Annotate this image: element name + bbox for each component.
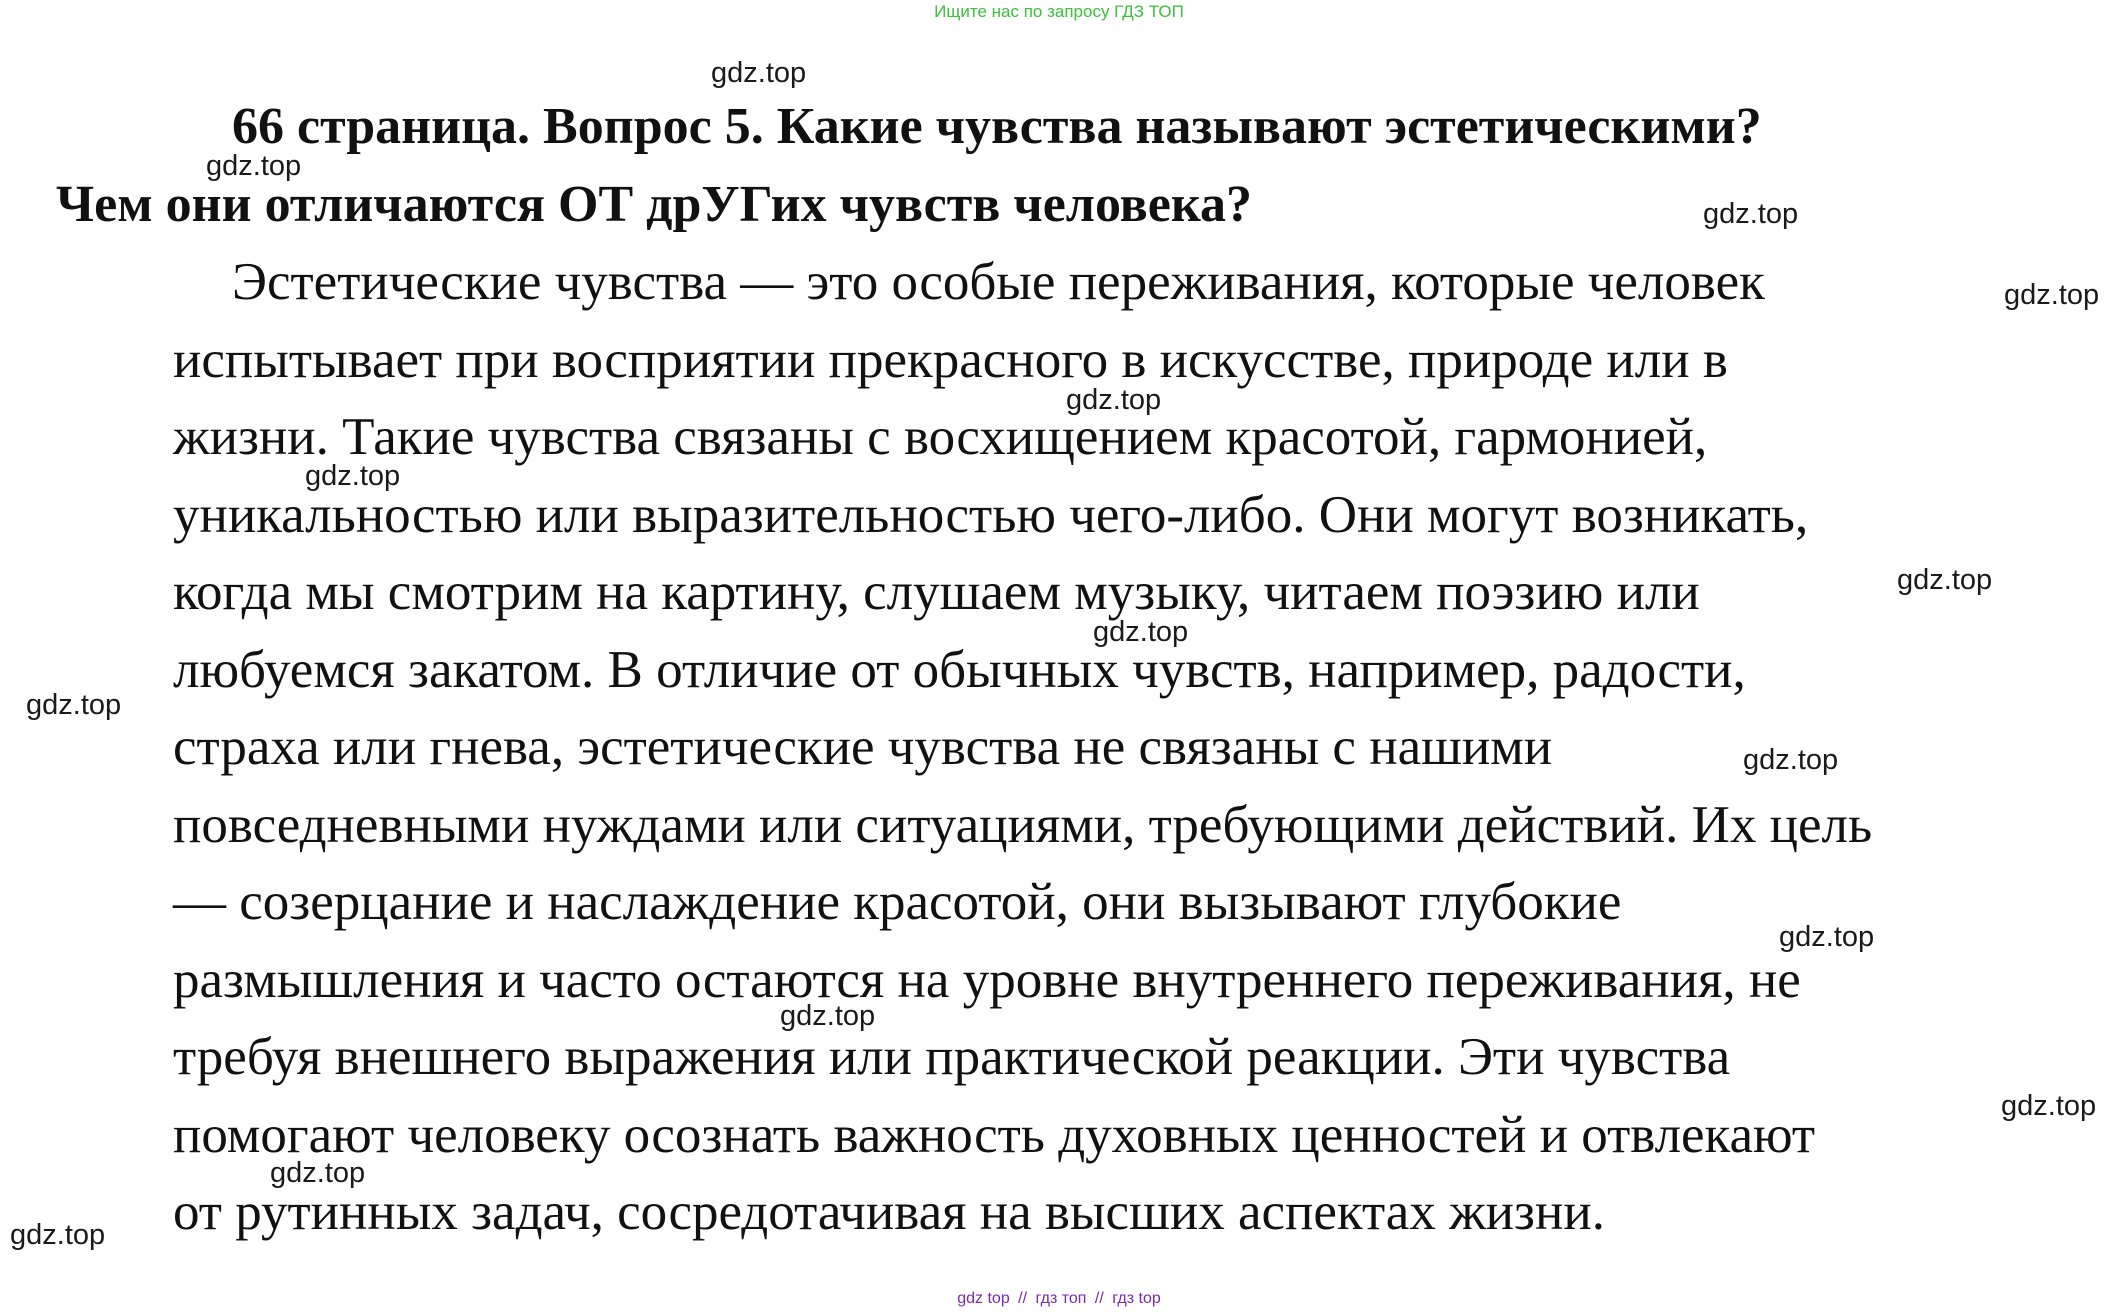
answer-line: любуемся закатом. В отличие от обычных чувств, например, радости,: [173, 640, 1746, 699]
watermark: gdz.top: [2001, 1090, 2097, 1122]
question-title-line-1: 66 страница. Вопрос 5. Какие чувства называют эстетическими?: [232, 98, 1762, 155]
watermark: gdz.top: [270, 1157, 366, 1189]
answer-line: страха или гнева, эстетические чувства не связаны с нашими: [173, 718, 1553, 776]
watermark: gdz.top: [206, 150, 302, 182]
answer-line: когда мы смотрим на картину, слушаем музыку, читаем поэзию или: [173, 563, 1700, 621]
watermark: gdz.top: [1066, 384, 1162, 416]
watermark: gdz.top: [1743, 744, 1839, 776]
watermark: gdz.top: [2004, 279, 2100, 311]
watermark: gdz.top: [780, 1000, 876, 1032]
footer-link-gdz-top[interactable]: gdz top: [957, 1290, 1010, 1307]
answer-line: уникальностью или выразительностью чего-либо. Они могут возникать,: [173, 485, 1809, 544]
watermark: gdz.top: [1779, 921, 1875, 953]
watermark: gdz.top: [1093, 616, 1189, 648]
answer-line: требуя внешнего выражения или практической реакции. Эти чувства: [173, 1028, 1731, 1086]
footer-link-gdz-top-ru[interactable]: гдз топ: [1035, 1290, 1087, 1307]
footer-separator: //: [1094, 1290, 1104, 1307]
footer-separator: //: [1018, 1290, 1028, 1307]
watermark: gdz.top: [305, 460, 401, 492]
question-title-line-2: Чем они отличаются ОТ дрУГих чувств человека?: [56, 176, 1252, 233]
answer-line: помогают человеку осознать важность духовных ценностей и отвлекают: [173, 1105, 1816, 1164]
top-banner: Ищите нас по запросу ГДЗ ТОП: [934, 2, 1184, 21]
answer-line: испытывает при восприятии прекрасного в искусстве, природе или в: [173, 330, 1728, 389]
answer-line: жизни. Такие чувства связаны с восхищением красотой, гармонией,: [173, 408, 1708, 466]
footer-link-gdz-top-mixed[interactable]: гдз top: [1112, 1290, 1161, 1307]
answer-line: размышления и часто остаются на уровне внутреннего переживания, не: [173, 950, 1801, 1009]
answer-line: повседневными нуждами или ситуациями, требующими действий. Их цель: [173, 795, 1873, 854]
answer-line: Эстетические чувства — это особые переживания, которые человек: [232, 253, 1765, 311]
answer-line: от рутинных задач, сосредотачивая на высших аспектах жизни.: [173, 1183, 1605, 1241]
watermark: gdz.top: [711, 57, 807, 89]
answer-line: — созерцание и наслаждение красотой, они вызывают глубокие: [173, 873, 1622, 931]
watermark: gdz.top: [1897, 564, 1993, 596]
watermark: gdz.top: [26, 689, 122, 721]
watermark: gdz.top: [10, 1219, 106, 1251]
footer-links: [0, 1290, 2118, 1308]
watermark: gdz.top: [1703, 198, 1799, 230]
